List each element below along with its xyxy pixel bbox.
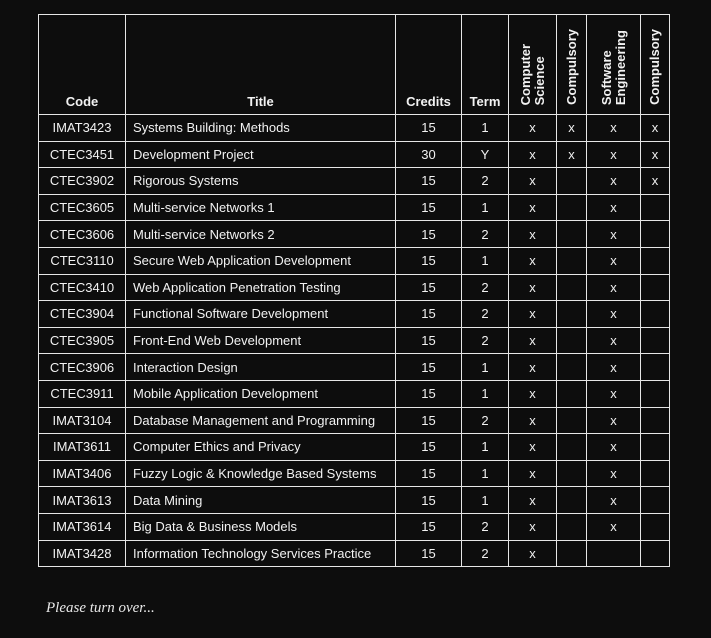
se-mark: x [587,327,641,354]
cs-mark: x [509,194,557,221]
module-title: Database Management and Programming [126,407,396,434]
module-credits: 15 [396,168,462,195]
se-compulsory-mark: x [641,141,670,168]
module-title: Computer Ethics and Privacy [126,434,396,461]
se-compulsory-mark [641,487,670,514]
cs-mark: x [509,407,557,434]
module-title: Development Project [126,141,396,168]
table-row [39,115,670,142]
module-code: CTEC3410 [39,274,126,301]
header-row [39,15,670,115]
se-mark [587,540,641,567]
module-title: Fuzzy Logic & Knowledge Based Systems [126,460,396,487]
cs-compulsory-mark: x [557,141,587,168]
se-compulsory-mark [641,513,670,540]
module-term: 1 [462,194,509,221]
table-row [39,168,670,195]
module-term: 1 [462,434,509,461]
module-credits: 15 [396,380,462,407]
se-mark: x [587,168,641,195]
module-table [38,14,670,567]
module-credits: 15 [396,460,462,487]
cs-compulsory-mark [557,487,587,514]
cs-mark: x [509,513,557,540]
module-title: Data Mining [126,487,396,514]
cs-compulsory-mark [557,274,587,301]
module-term: 2 [462,540,509,567]
module-title: Web Application Penetration Testing [126,274,396,301]
module-credits: 15 [396,221,462,248]
module-code: CTEC3906 [39,354,126,381]
cs-compulsory-mark [557,434,587,461]
cs-compulsory-mark [557,301,587,328]
module-credits: 30 [396,141,462,168]
module-code: CTEC3451 [39,141,126,168]
module-term: Y [462,141,509,168]
table-row [39,221,670,248]
se-compulsory-mark [641,434,670,461]
se-mark: x [587,247,641,274]
table-row [39,540,670,567]
module-term: 2 [462,221,509,248]
cs-compulsory-mark: x [557,115,587,142]
module-credits: 15 [396,354,462,381]
se-mark: x [587,115,641,142]
cs-mark: x [509,115,557,142]
cs-mark: x [509,487,557,514]
se-compulsory-mark [641,354,670,381]
se-compulsory-mark [641,301,670,328]
cs-compulsory-mark [557,247,587,274]
table-row [39,460,670,487]
table-row [39,327,670,354]
se-mark: x [587,434,641,461]
se-mark: x [587,487,641,514]
se-compulsory-mark [641,380,670,407]
table-row [39,141,670,168]
cs-mark: x [509,274,557,301]
module-table-body [39,115,670,567]
se-mark: x [587,513,641,540]
turn-over-note: Please turn over... [46,600,155,616]
se-mark: x [587,354,641,381]
se-mark: x [587,380,641,407]
module-code: IMAT3613 [39,487,126,514]
header-se-compulsory-label: Compulsory [647,29,662,105]
module-title: Systems Building: Methods [126,115,396,142]
cs-compulsory-mark [557,354,587,381]
module-credits: 15 [396,487,462,514]
module-term: 2 [462,407,509,434]
table-row [39,301,670,328]
cs-compulsory-mark [557,513,587,540]
cs-compulsory-mark [557,168,587,195]
module-credits: 15 [396,327,462,354]
se-compulsory-mark [641,540,670,567]
header-software-engineering [587,15,641,115]
module-code: IMAT3614 [39,513,126,540]
module-title: Multi-service Networks 2 [126,221,396,248]
se-mark: x [587,194,641,221]
se-mark: x [587,221,641,248]
module-credits: 15 [396,434,462,461]
se-mark: x [587,301,641,328]
cs-mark: x [509,168,557,195]
module-code: CTEC3902 [39,168,126,195]
se-mark: x [587,460,641,487]
cs-mark: x [509,380,557,407]
module-credits: 15 [396,115,462,142]
module-title: Rigorous Systems [126,168,396,195]
module-title: Interaction Design [126,354,396,381]
se-mark: x [587,141,641,168]
module-code: CTEC3605 [39,194,126,221]
table-row [39,380,670,407]
se-compulsory-mark [641,327,670,354]
cs-mark: x [509,141,557,168]
table-row [39,434,670,461]
table-row [39,274,670,301]
se-mark: x [587,274,641,301]
module-term: 2 [462,274,509,301]
header-title: Title [126,15,396,115]
module-term: 2 [462,327,509,354]
module-code: CTEC3606 [39,221,126,248]
cs-compulsory-mark [557,194,587,221]
cs-compulsory-mark [557,380,587,407]
module-credits: 15 [396,274,462,301]
module-term: 1 [462,354,509,381]
module-term: 1 [462,487,509,514]
table-row [39,247,670,274]
header-cs-compulsory-label: Compulsory [563,29,579,105]
header-cs-compulsory [557,15,587,115]
module-code: CTEC3911 [39,380,126,407]
module-title: Information Technology Services Practice [126,540,396,567]
cs-mark: x [509,301,557,328]
se-mark: x [587,407,641,434]
module-code: CTEC3110 [39,247,126,274]
module-credits: 15 [396,540,462,567]
module-credits: 15 [396,407,462,434]
module-credits: 15 [396,301,462,328]
cs-mark: x [509,434,557,461]
module-code: IMAT3104 [39,407,126,434]
se-compulsory-mark [641,407,670,434]
module-code: IMAT3428 [39,540,126,567]
module-title: Front-End Web Development [126,327,396,354]
cs-compulsory-mark [557,540,587,567]
cs-mark: x [509,354,557,381]
module-code: IMAT3406 [39,460,126,487]
cs-mark: x [509,221,557,248]
table-row [39,194,670,221]
module-term: 2 [462,513,509,540]
cs-compulsory-mark [557,460,587,487]
header-software-engineering-label: Software Engineering [598,29,628,105]
se-compulsory-mark: x [641,115,670,142]
module-credits: 15 [396,194,462,221]
module-credits: 15 [396,247,462,274]
module-term: 1 [462,115,509,142]
header-computer-science-label: Computer Science [517,43,547,105]
module-title: Secure Web Application Development [126,247,396,274]
module-title: Mobile Application Development [126,380,396,407]
se-compulsory-mark [641,460,670,487]
module-title: Big Data & Business Models [126,513,396,540]
module-code: CTEC3905 [39,327,126,354]
module-term: 2 [462,168,509,195]
header-code: Code [39,15,126,115]
se-compulsory-mark [641,274,670,301]
module-code: IMAT3423 [39,115,126,142]
header-term: Term [462,15,509,115]
cs-compulsory-mark [557,327,587,354]
module-term: 2 [462,301,509,328]
module-term: 1 [462,460,509,487]
module-code: CTEC3904 [39,301,126,328]
header-computer-science [509,15,557,115]
cs-compulsory-mark [557,221,587,248]
header-credits: Credits [396,15,462,115]
table-row [39,354,670,381]
cs-mark: x [509,327,557,354]
module-title: Functional Software Development [126,301,396,328]
module-term: 1 [462,380,509,407]
table-row [39,513,670,540]
se-compulsory-mark [641,194,670,221]
table-row [39,487,670,514]
module-term: 1 [462,247,509,274]
se-compulsory-mark: x [641,168,670,195]
table-row [39,407,670,434]
se-compulsory-mark [641,247,670,274]
module-credits: 15 [396,513,462,540]
cs-mark: x [509,247,557,274]
module-code: IMAT3611 [39,434,126,461]
cs-compulsory-mark [557,407,587,434]
cs-mark: x [509,540,557,567]
module-title: Multi-service Networks 1 [126,194,396,221]
cs-mark: x [509,460,557,487]
se-compulsory-mark [641,221,670,248]
header-se-compulsory [641,15,670,115]
